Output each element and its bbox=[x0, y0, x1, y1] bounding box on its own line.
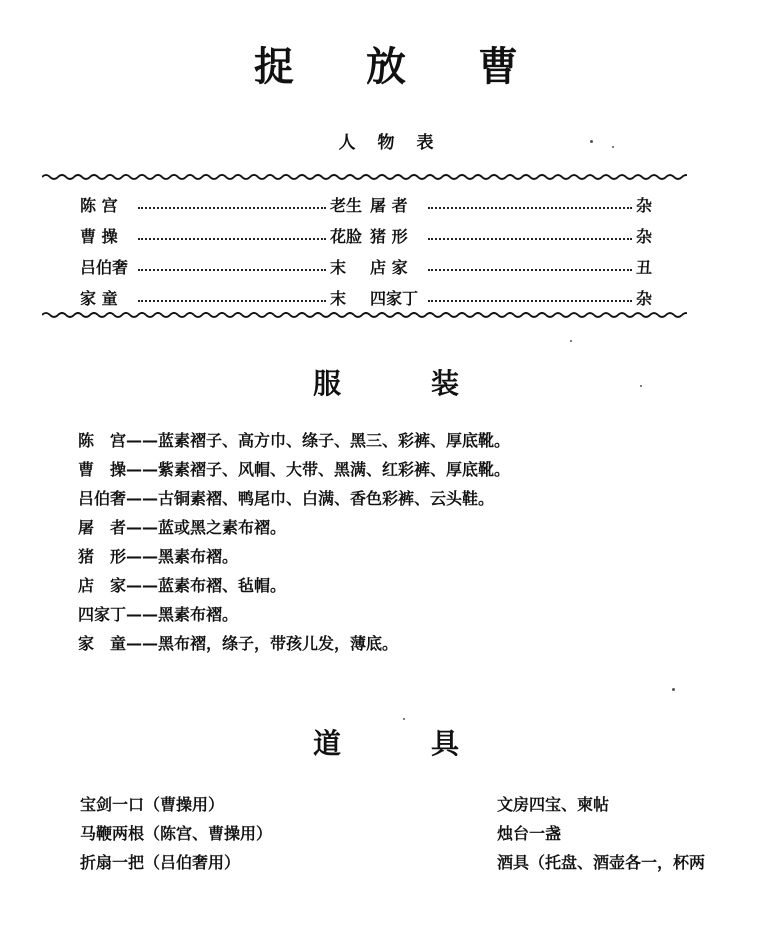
dot-leader bbox=[138, 292, 326, 302]
wavy-divider-top bbox=[42, 172, 687, 182]
costume-item: 陈 宫——蓝素褶子、高方巾、绦子、黑三、彩裤、厚底靴。 bbox=[78, 431, 511, 450]
character-name: 屠 者 bbox=[370, 196, 408, 215]
dot-leader bbox=[428, 230, 632, 240]
costume-item: 曹 操——紫素褶子、风帽、大带、黑满、红彩裤、厚底靴。 bbox=[78, 460, 511, 479]
scan-speck bbox=[570, 340, 572, 342]
costume-item: 猪 形——黑素布褶。 bbox=[78, 547, 239, 566]
cast-row bbox=[80, 189, 660, 220]
costume-heading: 服装 bbox=[312, 367, 549, 400]
scan-speck bbox=[612, 146, 614, 148]
role-type: 丑 bbox=[636, 258, 653, 277]
role-type: 花脸 bbox=[330, 227, 363, 246]
wavy-divider-bottom bbox=[42, 310, 687, 320]
dot-leader bbox=[138, 199, 326, 209]
dot-leader bbox=[138, 230, 326, 240]
props-heading: 道具 bbox=[312, 727, 549, 760]
dot-leader bbox=[428, 261, 632, 271]
prop-item: 酒具（托盘、酒壶各一，杯两 bbox=[497, 853, 706, 872]
role-type: 杂 bbox=[636, 289, 653, 308]
role-type: 杂 bbox=[636, 196, 653, 215]
costume-item: 四家丁——黑素布褶。 bbox=[78, 605, 239, 624]
cast-heading: 人物表 bbox=[338, 133, 456, 153]
character-name: 陈 宫 bbox=[80, 196, 118, 215]
role-type: 杂 bbox=[636, 227, 653, 246]
role-type: 末 bbox=[330, 289, 347, 308]
cast-row bbox=[80, 220, 660, 251]
scan-speck bbox=[672, 688, 675, 691]
role-type: 老生 bbox=[330, 196, 363, 215]
costume-item: 屠 者——蓝或黑之素布褶。 bbox=[78, 518, 287, 537]
character-name: 曹 操 bbox=[80, 227, 118, 246]
scan-speck bbox=[640, 385, 642, 387]
character-name: 家 童 bbox=[80, 289, 118, 308]
cast-table bbox=[80, 189, 660, 313]
costume-item: 店 家——蓝素布褶、毡帽。 bbox=[78, 576, 287, 595]
costume-item: 家 童——黑布褶，绦子，带孩儿发，薄底。 bbox=[78, 634, 399, 653]
prop-item: 烛台一盏 bbox=[497, 824, 562, 843]
character-name: 猪 形 bbox=[370, 227, 408, 246]
cast-row bbox=[80, 282, 660, 313]
prop-item: 折扇一把（吕伯奢用） bbox=[80, 853, 241, 872]
prop-item: 文房四宝、柬帖 bbox=[497, 795, 610, 814]
costume-item: 吕伯奢——古铜素褶、鸭尾巾、白满、香色彩裤、云头鞋。 bbox=[78, 489, 495, 508]
page-crop-edge bbox=[0, 880, 772, 933]
costume-list bbox=[78, 426, 678, 658]
dot-leader bbox=[428, 199, 632, 209]
cast-row bbox=[80, 251, 660, 282]
dot-leader bbox=[428, 292, 632, 302]
scan-speck bbox=[590, 140, 593, 143]
scan-speck bbox=[403, 718, 405, 720]
character-name: 店 家 bbox=[370, 258, 408, 277]
character-name: 四家丁 bbox=[370, 289, 419, 308]
play-title: 捉放曹 bbox=[254, 44, 590, 90]
role-type: 末 bbox=[330, 258, 347, 277]
prop-item: 马鞭两根（陈宫、曹操用） bbox=[80, 824, 273, 843]
prop-item: 宝剑一口（曹操用） bbox=[80, 795, 225, 814]
dot-leader bbox=[138, 261, 326, 271]
character-name: 吕伯奢 bbox=[80, 258, 129, 277]
